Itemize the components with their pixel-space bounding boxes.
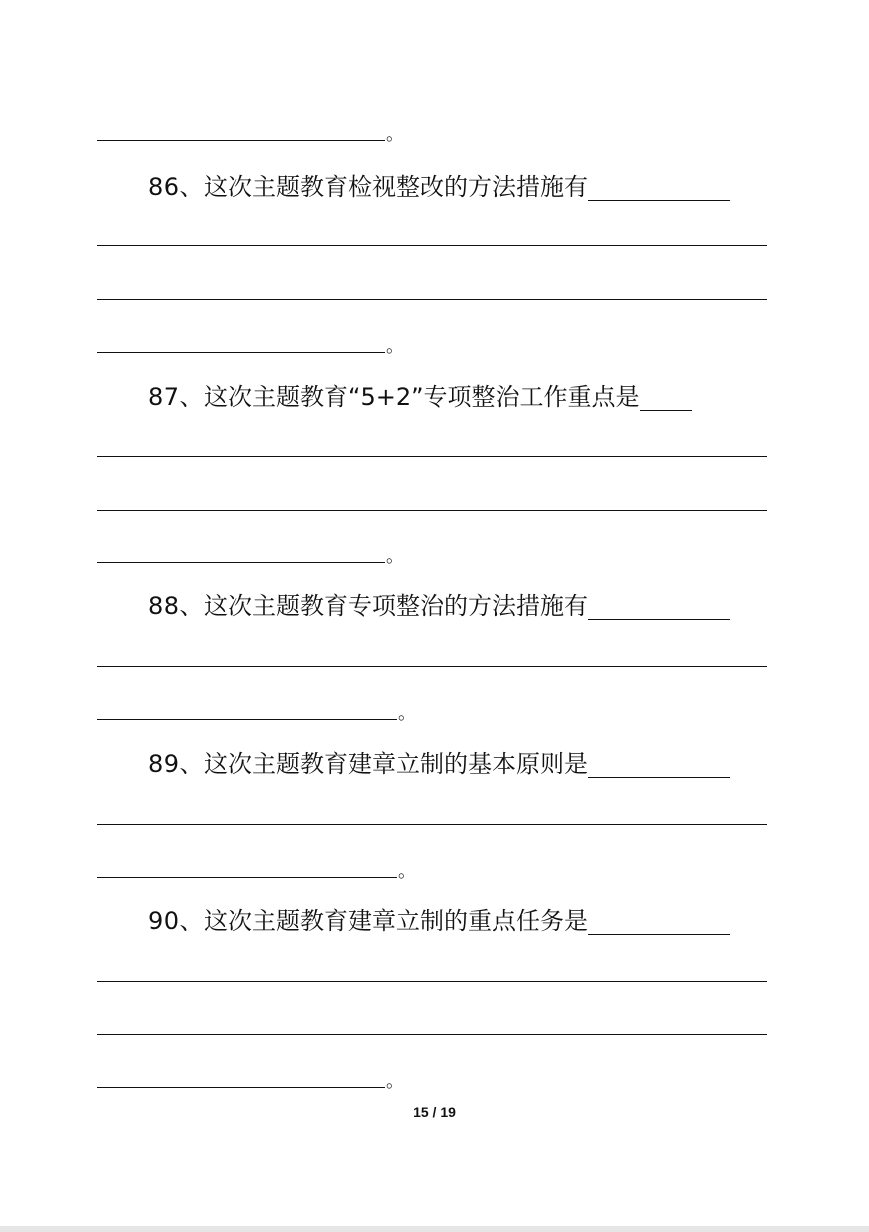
page-number: 15 / 19 [413, 1104, 456, 1120]
answer-blank-line[interactable] [97, 719, 397, 720]
question-text: 这次主题教育建章立制的重点任务是 [204, 907, 589, 935]
answer-blank-line[interactable] [97, 245, 767, 246]
question-number: 89、 [148, 750, 205, 778]
end-period: 。 [386, 1071, 404, 1092]
answer-blank-line[interactable] [97, 562, 385, 563]
question-87 [148, 382, 692, 412]
question-90 [148, 906, 730, 936]
answer-blank-inline[interactable] [588, 178, 730, 201]
answer-blank-line[interactable] [97, 877, 397, 878]
answer-blank-line[interactable] [97, 981, 767, 982]
end-period: 。 [386, 124, 404, 145]
question-89 [148, 749, 730, 779]
end-period: 。 [386, 336, 404, 357]
answer-blank-inline[interactable] [588, 912, 730, 935]
answer-blank-line[interactable] [97, 510, 767, 511]
answer-blank-line[interactable] [97, 1087, 385, 1088]
answer-blank-line[interactable] [97, 456, 767, 457]
page-edge [0, 1226, 869, 1232]
question-number: 86、 [148, 173, 205, 201]
answer-blank-line[interactable] [97, 1034, 767, 1035]
end-period: 。 [386, 546, 404, 567]
question-text: 这次主题教育专项整治的方法措施有 [204, 592, 589, 620]
question-text: 这次主题教育“5+2”专项整治工作重点是 [204, 383, 640, 411]
answer-blank-inline[interactable] [640, 388, 692, 411]
answer-blank-line[interactable] [97, 824, 767, 825]
answer-blank-line[interactable] [97, 352, 385, 353]
question-number: 87、 [148, 383, 205, 411]
question-number: 90、 [148, 907, 205, 935]
answer-blank-line[interactable] [97, 140, 385, 141]
end-period: 。 [398, 703, 416, 724]
answer-blank-inline[interactable] [588, 755, 730, 778]
answer-blank-inline[interactable] [588, 597, 730, 620]
answer-blank-line[interactable] [97, 666, 767, 667]
question-88 [148, 591, 730, 621]
question-text: 这次主题教育检视整改的方法措施有 [204, 173, 589, 201]
question-86 [148, 172, 730, 202]
question-number: 88、 [148, 592, 205, 620]
question-text: 这次主题教育建章立制的基本原则是 [204, 750, 589, 778]
end-period: 。 [398, 861, 416, 882]
answer-blank-line[interactable] [97, 299, 767, 300]
